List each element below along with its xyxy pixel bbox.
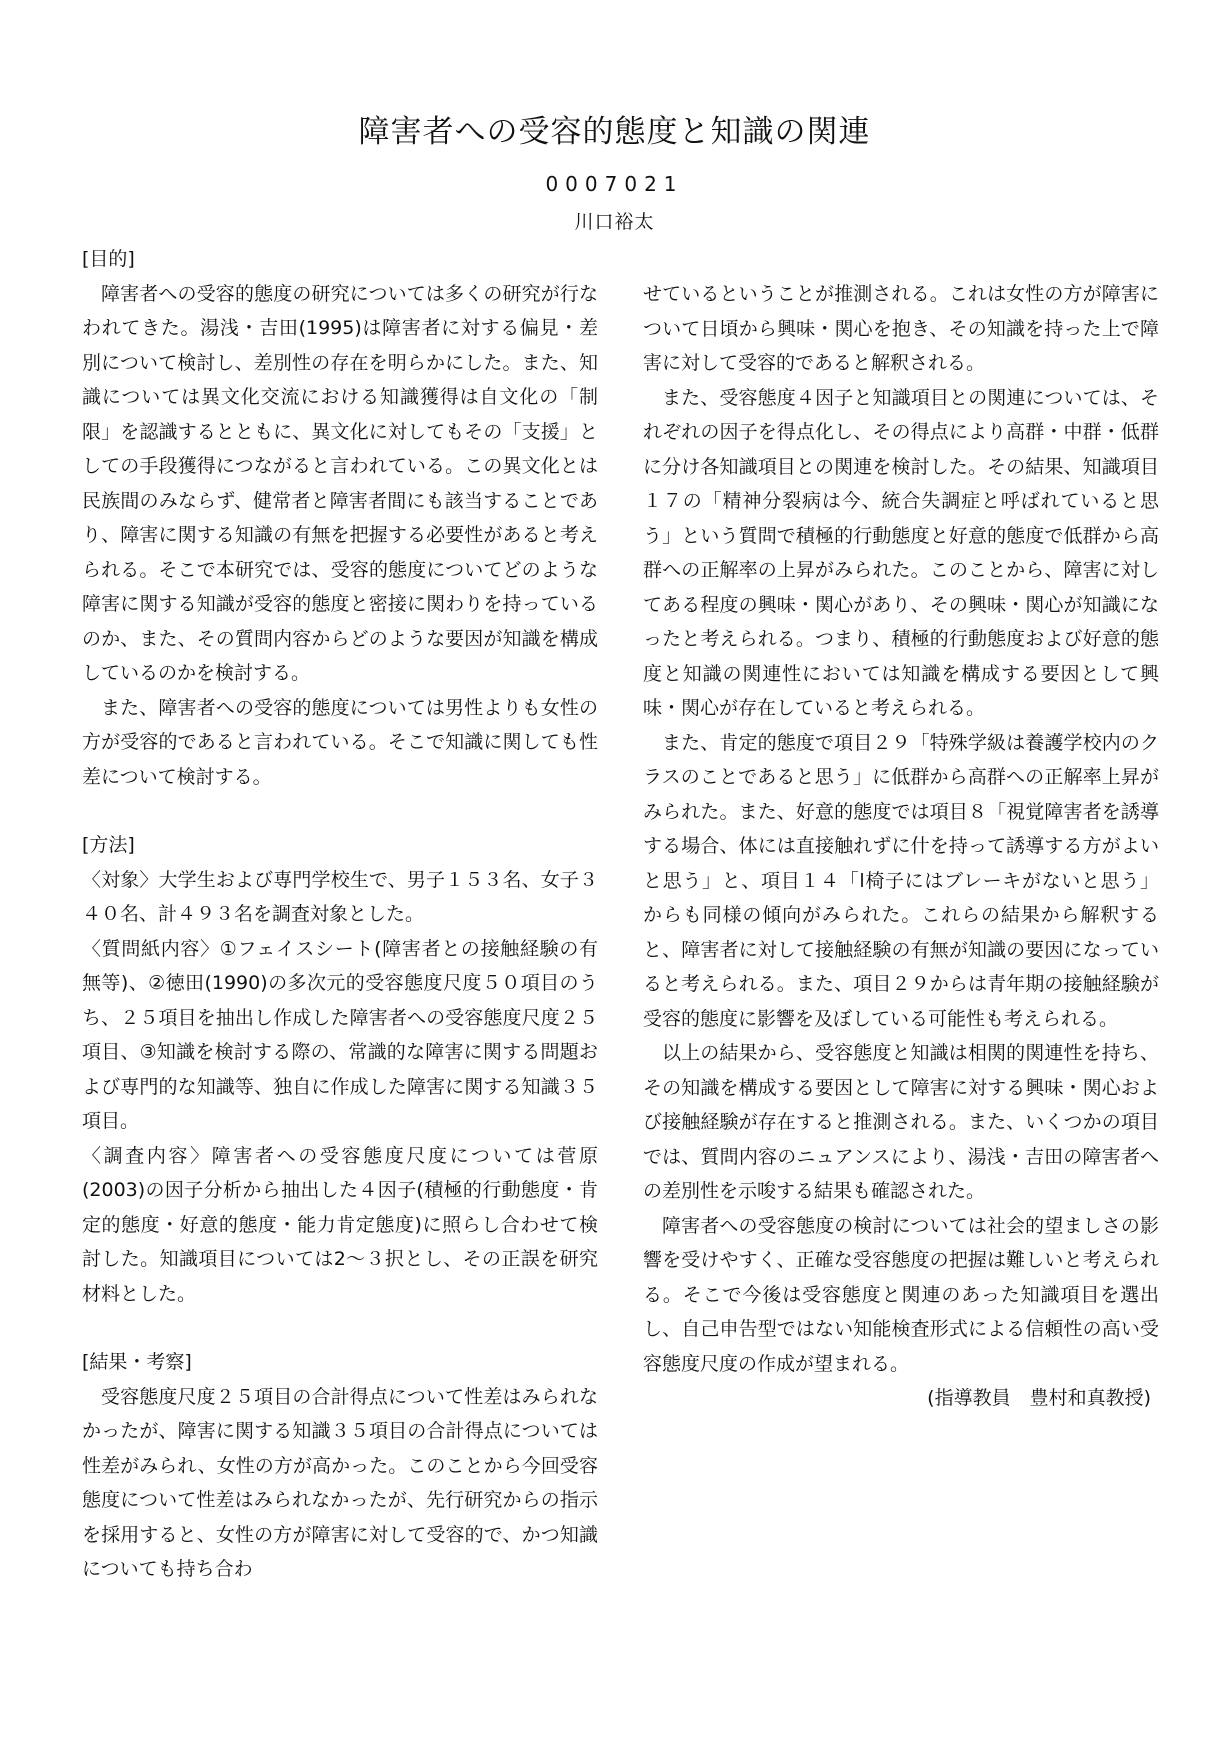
results-paragraph-continued: せているということが推測される。これは女性の方が障害について日頃から興味・関心を抱き、その知識を持った上で障害に対して受容的であると解釈される。 [643, 283, 1159, 374]
purpose-paragraph-2: また、障害者への受容的態度については男性よりも女性の方が受容的であると言われている。そこで知識に関しても性差について検討する。 [82, 696, 598, 788]
method-survey: 〈調査内容〉障害者への受容態度尺度については菅原(2003)の因子分析から抽出した４因子(積極的行動態度・肯定的態度・好意的態度・能力肯定態度)に照らし合わせて検討した。知識項目については2～３択とし、その正誤を研究材料とした。 [82, 1144, 598, 1305]
results-paragraph-2: また、受容態度４因子と知識項目との関連については、それぞれの因子を得点化し、その得点により高群・中群・低群に分け各知識項目との関連を検討した。その結果、知識項目１７の「精神分裂病は今、統合失調症と呼ばれていると思う」という質問で積極的行動態度と好意的態度で低群から高群への正解率の上昇がみられた。このことから、障害に対してある程度の興味・関心があり、その興味・関心が知識になったと考えられる。つまり、積極的行動態度および好意的態度と知識の関連性においては知識を構成する要因として興味・関心が存在していると考えられる。 [643, 386, 1159, 719]
method-subjects: 〈対象〉大学生および専門学校生で、男子１５３名、女子３４０名、計４９３名を調査対象とした。 [82, 868, 598, 925]
page-title: 障害者への受容的態度と知識の関連 [358, 114, 871, 150]
right-column [643, 277, 1159, 1416]
results-paragraph-3: また、肯定的態度で項目２９「特殊学級は養護学校内のクラスのことであると思う」に低群から高群への正解率上昇がみられた。また、好意的態度では項目８「視覚障害者を誘導する場合、体には直接触れずに什を持って誘導する方がよいと思う」と、項目１４「l椅子にはブレーキがないと思う」からも同様の傾向がみられた。これらの結果から解釈すると、障害者に対して接触経験の有無が知識の要因になっていると考えられる。また、項目２９からは青年期の接触経験が受容的態度に影響を及ぼしている可能性も考えられる。 [643, 731, 1159, 1030]
purpose-heading: [目的] [82, 248, 135, 270]
method-questionnaire: 〈質問紙内容〉①フェイスシート(障害者との接触経験の有無等)、②徳田(1990)の多次元的受容態度尺度５０項目のうち、２５項目を抽出し作成した障害者への受容態度尺度２５項目、③知識を検討する際の、常識的な障害に関する問題および専門的な知識等、独自に作成した障害に関する知識３５項目。 [82, 937, 598, 1132]
results-paragraph-4: 以上の結果から、受容態度と知識は相関的関連性を持ち、その知識を構成する要因として障害に対する興味・関心および接触経験が存在すると推測される。また、いくつかの項目では、質問内容のニュアンスにより、湯浅・吉田の障害者への差別性を示唆する結果も確認された。 [643, 1042, 1159, 1202]
results-paragraph-1: 受容態度尺度２５項目の合計得点について性差はみられなかったが、障害に関する知識３５項目の合計得点については性差がみられ、女性の方が高かった。このことから今回受容態度について性差はみられなかったが、先行研究からの指示を採用すると、女性の方が障害に対して受容的で、かつ知識についても持ち合わ [82, 1385, 598, 1580]
advisor-credit: (指導教員 豊村和真教授) [927, 1387, 1151, 1409]
method-heading: [方法] [82, 834, 135, 856]
student-id: 0007021 [545, 172, 684, 196]
results-paragraph-5: 障害者への受容態度の検討については社会的望ましさの影響を受けやすく、正確な受容態度の把握は難しいと考えられる。そこで今後は受容態度と関連のあった知識項目を選出し、自己申告型ではない知能検査形式による信頼性の高い受容態度尺度の作成が望まれる。 [643, 1214, 1159, 1375]
left-column [82, 242, 598, 1587]
results-heading: [結果・考察] [82, 1351, 192, 1373]
purpose-paragraph-1: 障害者への受容的態度の研究については多くの研究が行なわれてきた。湯浅・吉田(1995)は障害者に対する偏見・差別について検討し、差別性の存在を明らかにした。また、知識については異文化交流における知識獲得は自文化の「制限」を認識するとともに、異文化に対してもその「支援」としての手段獲得につながると言われている。この異文化とは民族間のみならず、健常者と障害者間にも該当することであり、障害に関する知識の有無を把握する必要性があると考えられる。そこで本研究では、受容的態度についてどのような障害に関する知識が受容的態度と密接に関わりを持っているのか、また、その質問内容からどのような要因が知識を構成しているのかを検討する。 [82, 282, 598, 684]
author-name: 川口裕太 [574, 211, 655, 233]
